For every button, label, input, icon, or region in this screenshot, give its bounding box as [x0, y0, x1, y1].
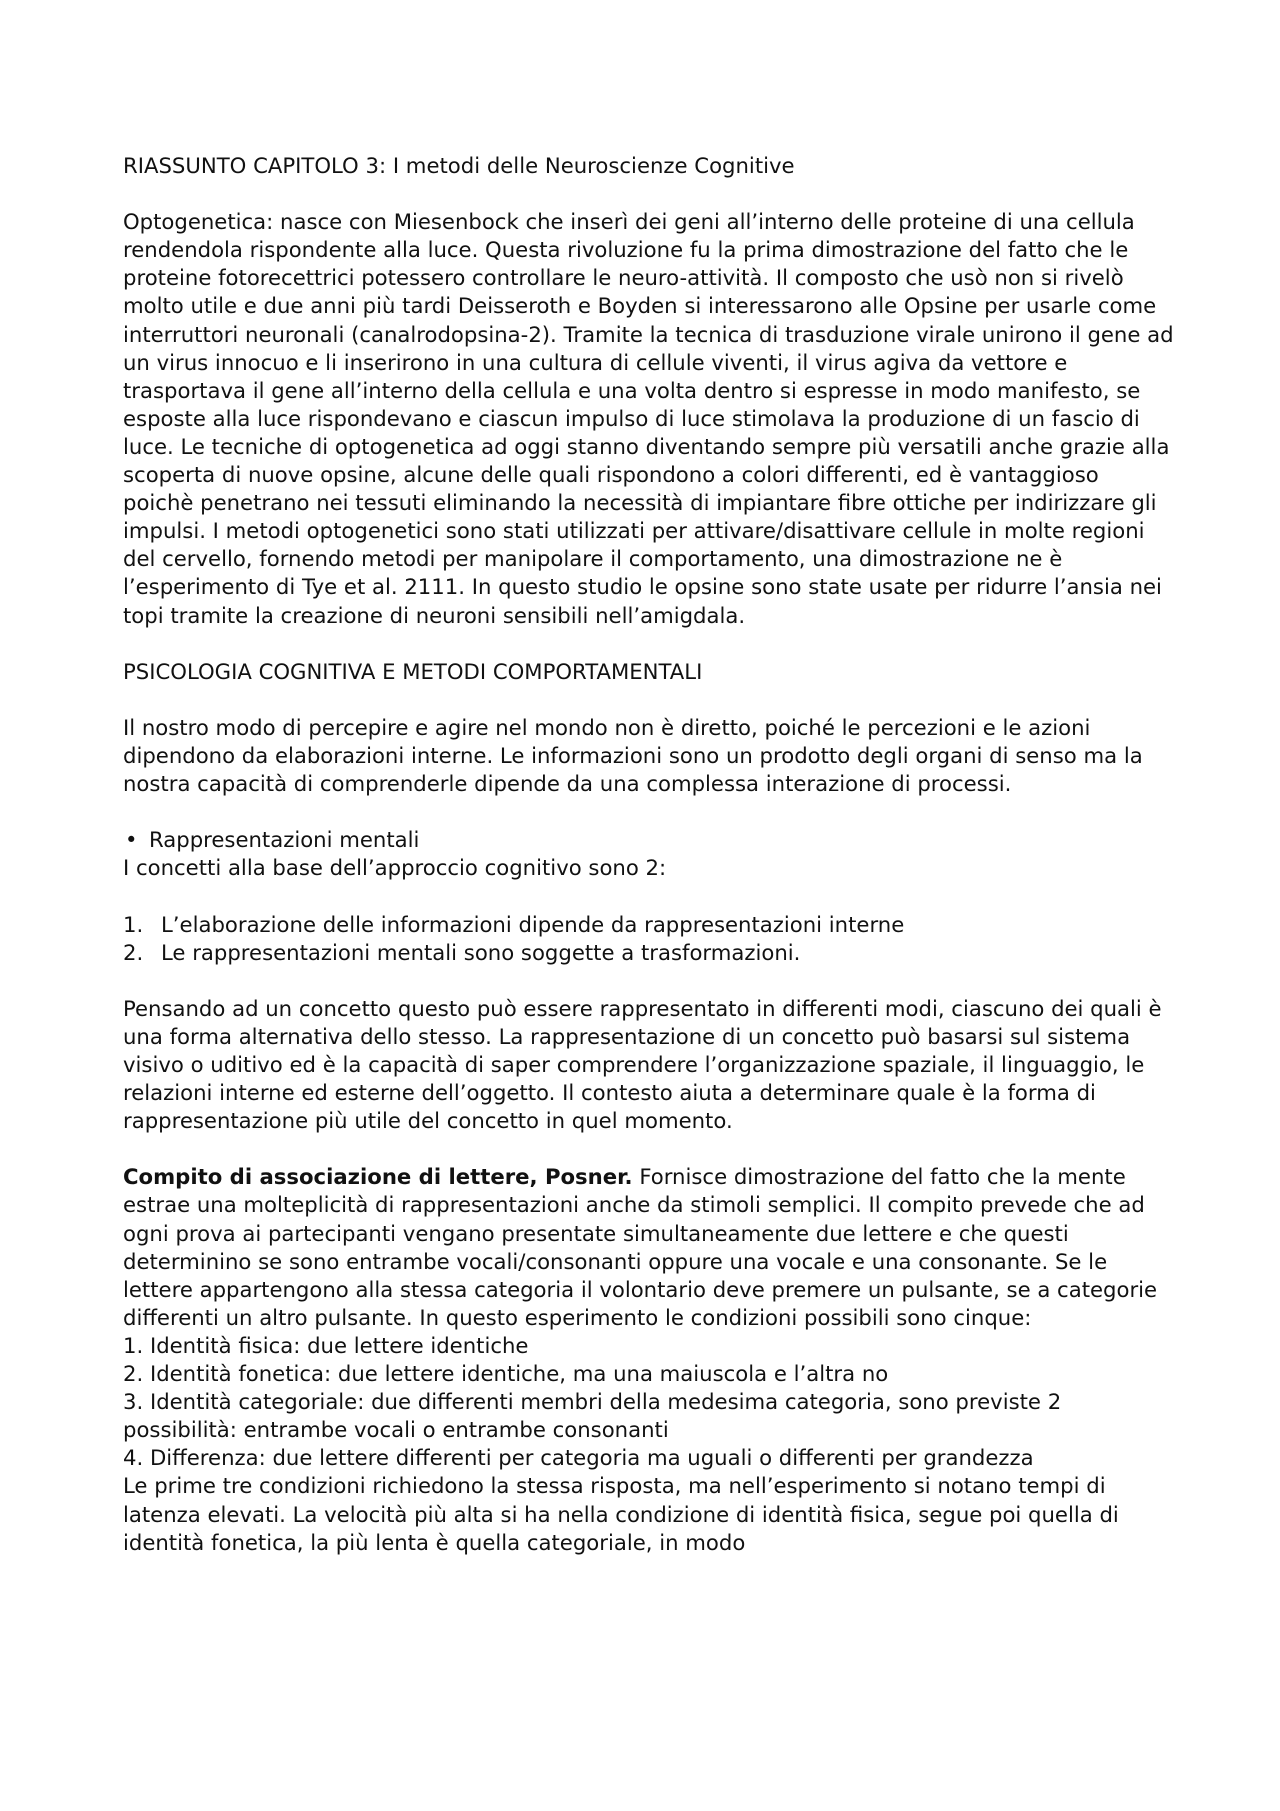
condition-item: 2. Identità fonetica: due lettere identiche, ma una maiuscola e l’altra no: [123, 1361, 889, 1387]
spacer: [123, 1135, 1175, 1163]
condition-item: 3. Identità categoriale: due differenti membri della medesima categoria, sono previste 2 possibilità: entrambe vocali o entrambe consonanti: [123, 1389, 1062, 1443]
condition-item: 4. Differenza: due lettere differenti per categoria ma uguali o differenti per grandezza: [123, 1445, 1034, 1471]
list-number: 1.: [123, 911, 144, 937]
condition-item: 1. Identità fisica: due lettere identiche: [123, 1332, 529, 1358]
paragraph-optogenetica: Optogenetica: nasce con Miesenbock che inserì dei geni all’interno delle proteine di una cellula rendendola rispondente alla luce. Questa rivoluzione fu la prima dimostrazione del fatto che le proteine fotorecettrici potessero controllare le neuro-attività. Il composto che usò non si rivelò molto utile e due anni più tardi Deisseroth e Boyden si interessarono alle Opsine per usarle come interruttori neuronali (canalrodopsina-2). Tramite la tecnica di trasduzione virale unirono il gene ad un virus innocuo e li inserirono in una cultura di cellule viventi, il virus agiva da vettore e trasportava il gene all’interno della cellula e una volta dentro si espresse in modo manifesto, se esposte alla luce rispondevano e ciascun impulso di luce stimolava la produzione di un fascio di luce. Le tecniche di optogenetica ad oggi stanno diventando sempre più versatili anche grazie alla scoperta di nuove opsine, alcune delle quali rispondono a colori differenti, ed è vantaggioso poichè penetrano nei tessuti eliminando la necessità di impiantare fibre ottiche per indirizzare gli impulsi. I metodi optogenetici sono stati utilizzati per attivare/disattivare cellule in molte regioni del cervello, fornendo metodi per manipolare il comportamento, una dimostrazione ne è l’esperimento di Tye et al. 2111. In questo studio le opsine sono state usate per ridurre l’ansia nei topi tramite la creazione di neuroni sensibili nell’amigdala.: [123, 209, 1174, 628]
numbered-list-item: [123, 939, 1175, 967]
paragraph-rappresentazione: Pensando ad un concetto questo può essere rappresentato in differenti modi, ciascuno dei quali è una forma alternativa dello stesso. La rappresentazione di un concetto può basarsi sul sistema visivo o uditivo ed è la capacità di saper comprendere l’organizzazione spaziale, il linguaggio, le relazioni interne ed esterne dell’oggetto. Il contesto aiuta a determinare quale è la forma di rappresentazione più utile del concetto in quel momento.: [123, 995, 1162, 1134]
document-title: RIASSUNTO CAPITOLO 3: I metodi delle Neuroscienze Cognitive: [123, 153, 795, 178]
posner-text: Fornisce dimostrazione del fatto che la mente estrae una molteplicità di rappresentazioni anche da stimoli semplici. Il compito prevede che ad ogni prova ai partecipanti vengano presentate simultaneamente due lettere e che questi determinino se sono entrambe vocali/consonanti oppure una vocale e una consonante. Se le lettere appartengono alla stessa categoria il volontario deve premere un pulsante, se a categorie differenti un altro pulsante. In questo esperimento le condizioni possibili sono cinque:: [123, 1164, 1158, 1330]
concepts-intro: I concetti alla base dell’approccio cognitivo sono 2:: [123, 855, 667, 881]
list-number: 2.: [123, 939, 144, 965]
paragraph-percezione: Il nostro modo di percepire e agire nel mondo non è diretto, poiché le percezioni e le azioni dipendono da elaborazioni interne. Le informazioni sono un prodotto degli organi di senso ma la nostra capacità di comprenderle dipende da una complessa interazione di processi.: [123, 714, 1143, 797]
bullet-item: [123, 826, 1175, 854]
spacer: [123, 630, 1175, 658]
spacer: [123, 798, 1175, 826]
list-text: Le rappresentazioni mentali sono soggette a trasformazioni.: [161, 939, 801, 965]
paragraph-final: Le prime tre condizioni richiedono la stessa risposta, ma nell’esperimento si notano tempi di latenza elevati. La velocità più alta si ha nella condizione di identità fisica, segue poi quella di identità fonetica, la più lenta è quella categoriale, in modo: [123, 1473, 1119, 1555]
spacer: [123, 882, 1175, 910]
posner-bold-lead: Compito di associazione di lettere, Posner.: [123, 1164, 633, 1190]
numbered-list-item: [123, 911, 1175, 939]
spacer: [123, 686, 1175, 714]
document-page: [123, 152, 1175, 1557]
paragraph-posner: [123, 1163, 1175, 1332]
bullet-icon: •: [125, 827, 138, 853]
section-heading: PSICOLOGIA COGNITIVA E METODI COMPORTAMENTALI: [123, 658, 703, 684]
list-text: L’elaborazione delle informazioni dipende da rappresentazioni interne: [161, 911, 905, 937]
spacer: [123, 967, 1175, 995]
bullet-label: Rappresentazioni mentali: [149, 827, 420, 853]
spacer: [123, 180, 1175, 208]
